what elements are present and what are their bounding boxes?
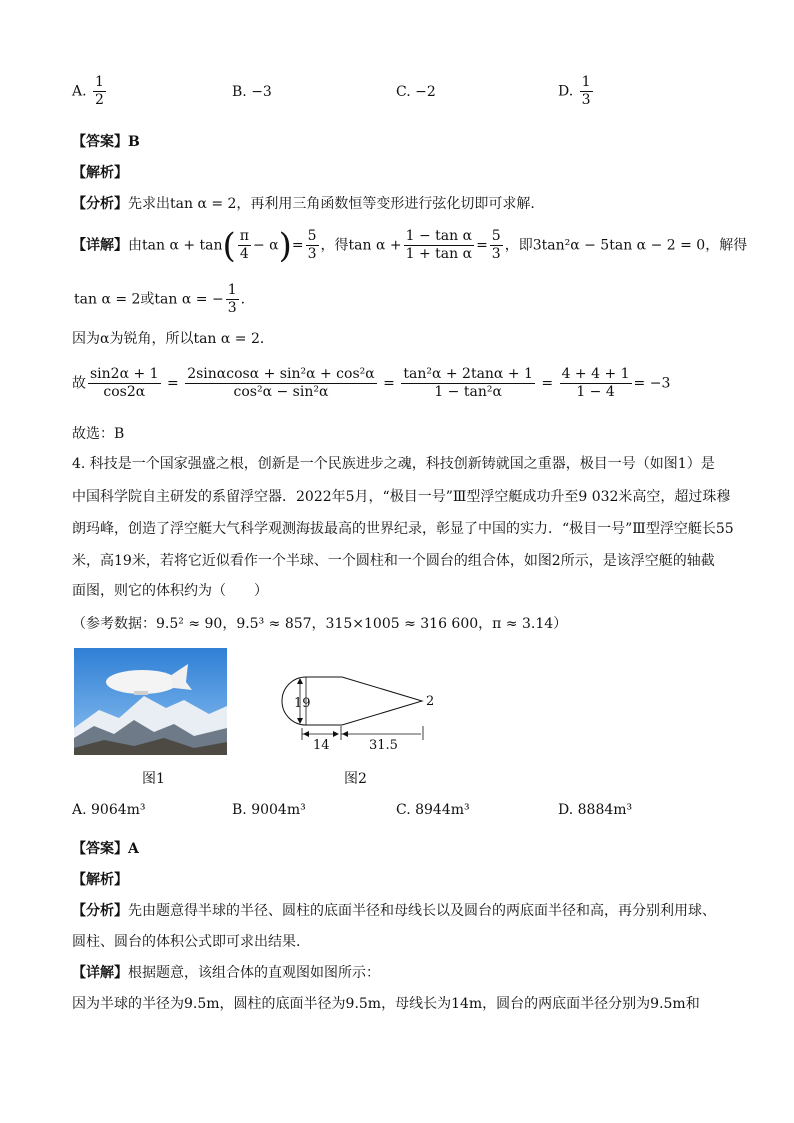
frac-1 (88, 366, 161, 401)
q3-line4: 故 $\frac{\sin 2\alpha + 1}{\cos 2\alpha}$ = $\frac{\text{2sinαcosα + sin²α + cos²α}}{\text{cos²α − sin²α}}$ = $\frac{\text{tan²α + 2tanα + 1}}{\text{1 − tan²α}}$ = $\frac{4 + 4 + 1}{1 - 4}$ = −3 (72, 366, 671, 400)
xj-de: ，得tan α + (320, 237, 402, 254)
pi-den: 4 (239, 246, 249, 262)
frac3-den: 1 − tan²α (434, 384, 502, 400)
fig2-label-31-5: 31.5 (369, 738, 398, 753)
line2-den: 3 (227, 300, 237, 316)
minus-alpha: − α (252, 237, 279, 254)
frac1-num: sin2α + 1 (90, 366, 159, 382)
line2-frac (226, 282, 239, 317)
frac2-num: 2sinαcosα + sin²α + cos²α (187, 366, 375, 382)
three-den-2: 3 (491, 246, 501, 262)
option-d (558, 74, 595, 109)
fig2-caption: 图2 (344, 771, 367, 787)
five-num: 5 (307, 228, 317, 244)
frac2-den: cos²α − sin²α (233, 384, 329, 400)
q4-option-d: D. 8884m³ (558, 802, 633, 818)
q4-fenxi-line2: 圆柱、圆台的体积公式即可求出结果. (72, 934, 301, 950)
figure-2-cross-section (266, 668, 446, 748)
line2-num: 1 (227, 282, 237, 298)
q4-line1: 4. 科技是一个国家强盛之根，创新是一个民族进步之魂，科技创新铸就国之重器，极目一号（如图1）是 (72, 456, 715, 472)
pi-num: π (239, 228, 249, 244)
q4-line3: 朗玛峰，创造了浮空艇大气科学观测海拔最高的世界纪录，彰显了中国的实力．“极目一号”Ⅲ型浮空艇长55 (72, 521, 734, 537)
option-a (72, 74, 108, 109)
fig2-label-2: 2 (426, 694, 435, 709)
line2-end: . (240, 291, 246, 308)
q3-line3: 因为α为锐角，所以tan α = 2． (72, 331, 274, 347)
q4-fenxi-line1 (72, 900, 716, 920)
q4-analysis-header: 【解析】 (72, 872, 128, 888)
q3-fenxi (72, 193, 535, 213)
q4-answer: 【答案】A (72, 841, 139, 857)
option-d-denominator: 3 (581, 92, 591, 108)
q3-fenxi-text: 先求出tan α = 2，再利用三角函数恒等变形进行弦化切即可求解. (128, 196, 535, 212)
q4-line2: 中国科学院自主研发的系留浮空器．2022年5月，“极目一号”Ⅲ型浮空艇成功升至9 032米高空，超过珠穆 (72, 489, 731, 505)
q4-ref: （参考数据：9.5² ≈ 90，9.5³ ≈ 857，315×1005 ≈ 316 600，π ≈ 3.14） (72, 616, 568, 632)
fig2-label-14: 14 (313, 738, 330, 753)
option-a-denominator: 2 (95, 92, 104, 108)
frac-4 (560, 366, 632, 401)
q3-xiangjie-line1 (72, 225, 748, 266)
frac-3 (401, 366, 535, 401)
gu: 故 (72, 375, 86, 392)
option-d-label: D. (558, 83, 574, 100)
option-d-fraction (580, 74, 593, 109)
q3-xj-a: 由tan α + tan (128, 237, 223, 254)
q3-xiangjie-tag: 【详解】 (72, 237, 128, 254)
q4-option-b: B. 9004m³ (232, 802, 306, 818)
eq2: = (476, 237, 488, 254)
option-a-label: A. (72, 83, 87, 100)
line2-a: tan α = 2或tan α = − (74, 291, 224, 308)
frac4-den: 1 − 4 (576, 384, 615, 400)
tan-num: 1 − tan α (405, 228, 473, 244)
option-d-numerator: 1 (581, 74, 591, 90)
frac1-den: cos2α (103, 384, 146, 400)
q4-line4: 米，高19米，若将它近似看作一个半球、一个圆柱和一个圆台的组合体，如图2所示，是该浮空艇的轴截 (72, 553, 715, 569)
five-thirds-1 (306, 228, 319, 263)
pi-over-4 (238, 228, 251, 263)
three-den: 3 (307, 246, 317, 262)
q3-line2 (74, 282, 245, 317)
q4-xiangjie-text: 根据题意，该组合体的直观图如图所示： (128, 965, 380, 981)
q4-option-a: A. 9064m³ (72, 802, 146, 818)
frac-2 (185, 366, 376, 401)
five-num-2: 5 (491, 228, 501, 244)
tan-fraction (404, 228, 474, 263)
xj-ji: ，即3tan²α − 5tan α − 2 = 0，解得 (504, 237, 748, 254)
tan-den: 1 + tan α (405, 246, 473, 262)
option-a-fraction (93, 74, 106, 109)
q4-line5: 面图，则它的体积约为（ ） (72, 583, 268, 599)
option-c: C. −2 (396, 84, 436, 100)
fig2-label-19: 19 (294, 696, 311, 711)
q4-last-line: 因为半球的半径为9.5m，圆柱的底面半径为9.5m，母线长为14m，圆台的两底面半径分别为9.5m和 (72, 996, 700, 1012)
option-b: B. −3 (232, 84, 272, 100)
right-paren: ) (278, 225, 292, 266)
five-thirds-2 (490, 228, 503, 263)
result: = −3 (633, 375, 671, 392)
q3-answer: 【答案】B (72, 134, 140, 150)
fig1-caption: 图1 (142, 771, 165, 787)
figure-1-airship-photo (74, 648, 227, 755)
q3-analysis-header: 【解析】 (72, 165, 128, 181)
option-a-numerator: 1 (95, 74, 104, 90)
q3-fenxi-tag: 【分析】 (72, 196, 128, 212)
q4-option-c: C. 8944m³ (396, 802, 470, 818)
left-paren: ( (222, 225, 236, 266)
q3-guxuan: 故选：B (72, 426, 125, 442)
q4-fenxi-tag: 【分析】 (72, 903, 128, 919)
eq1: = (291, 237, 304, 254)
q4-xiangjie (72, 962, 380, 982)
frac3-num: tan²α + 2tanα + 1 (403, 366, 533, 382)
q4-xiangjie-tag: 【详解】 (72, 965, 128, 981)
frac4-num: 4 + 4 + 1 (561, 366, 630, 382)
q4-fenxi-text1: 先由题意得半球的半径、圆柱的底面半径和母线长以及圆台的两底面半径和高，再分别利用球、 (128, 903, 716, 919)
